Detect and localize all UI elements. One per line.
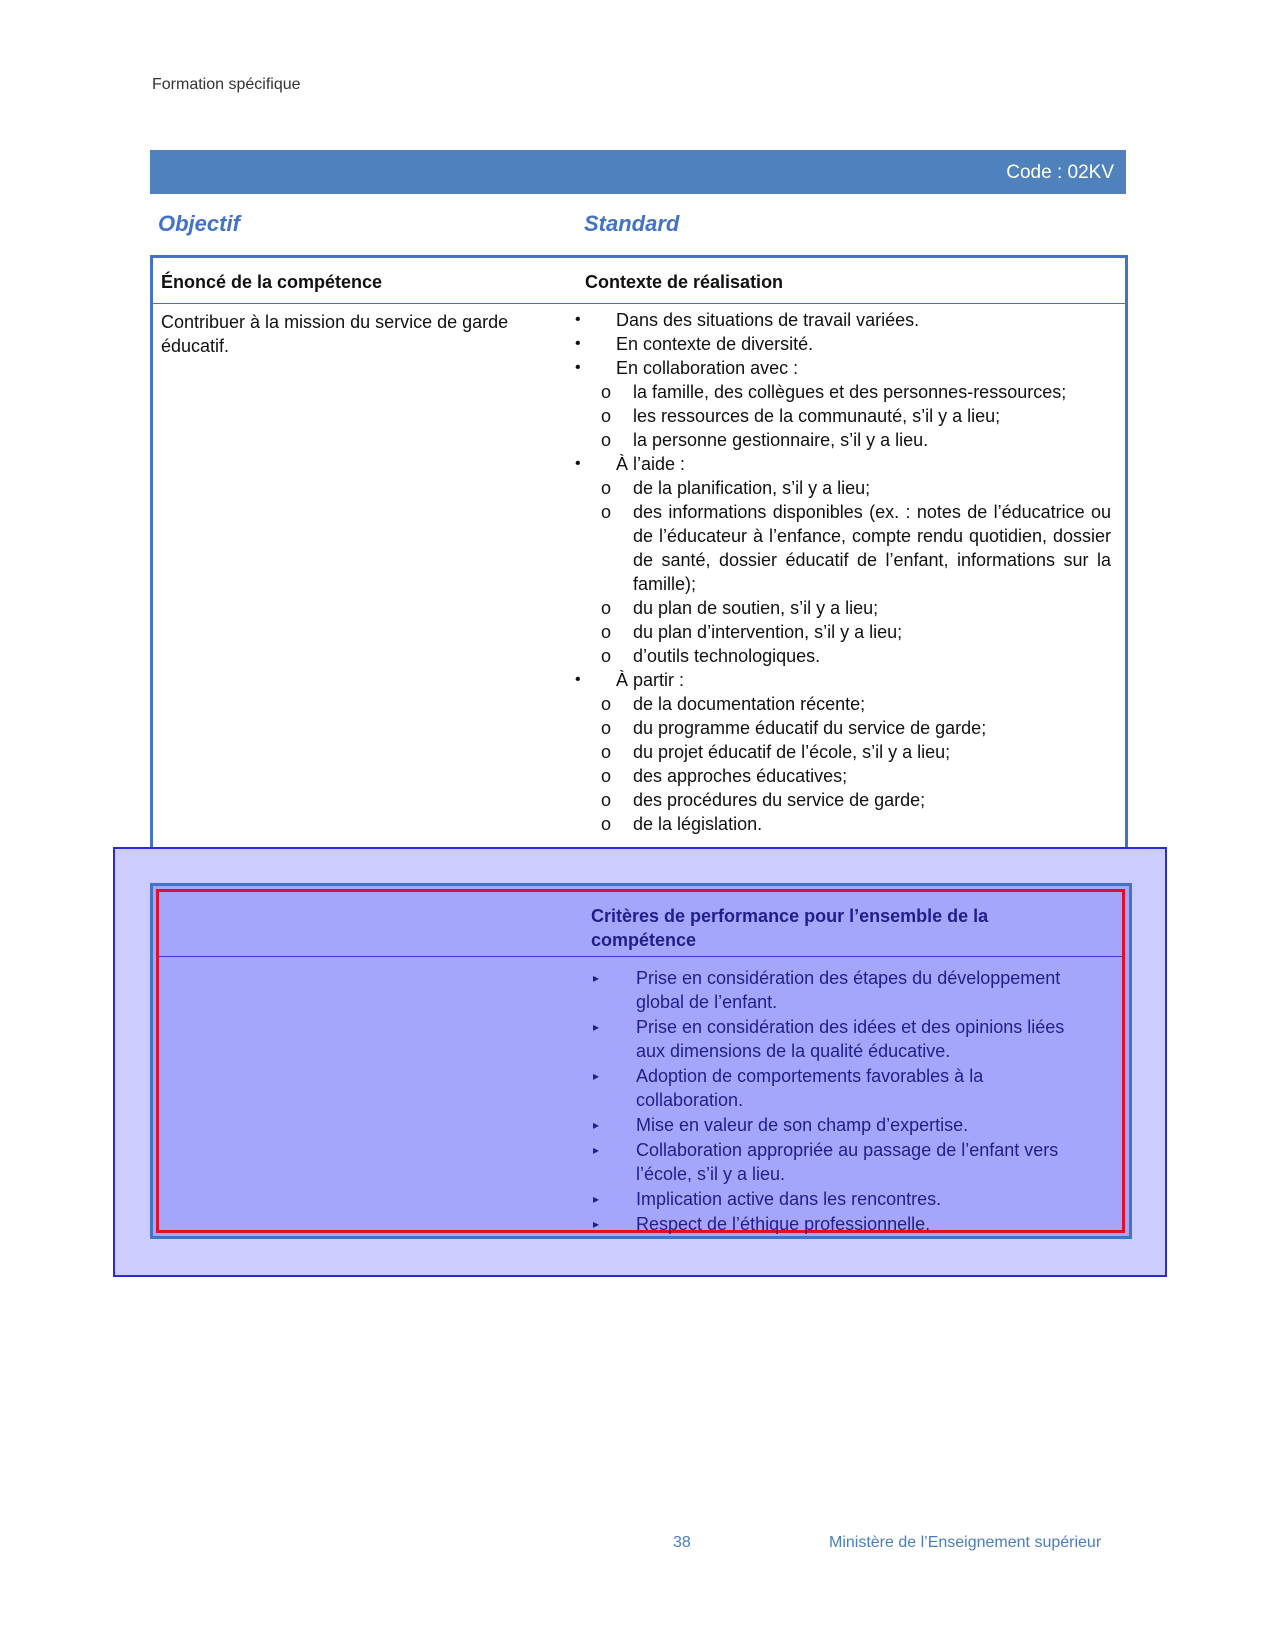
criteria-item: [591, 1113, 1091, 1137]
criteria-highlight-frame: [156, 889, 1125, 1233]
criteria-item-text: Collaboration appropriée au passage de l’enfant vers l’école, s’il y a lieu.: [636, 1140, 1059, 1184]
bullet-icon: •: [575, 359, 581, 376]
arrow-bullet-icon: ▸: [593, 1118, 600, 1132]
criteria-list: [591, 966, 1091, 1237]
context-item-text: À l’aide :: [616, 454, 686, 474]
context-item: [571, 716, 1111, 740]
bullet-icon: •: [575, 671, 581, 688]
context-item-text: la famille, des collègues et des personnes-ressources;: [633, 382, 1067, 402]
circle-bullet-icon: o: [601, 598, 612, 618]
criteria-item-text: Prise en considération des étapes du développement global de l’enfant.: [636, 968, 1061, 1012]
circle-bullet-icon: o: [601, 502, 612, 522]
context-item-text: du programme éducatif du service de garde;: [633, 718, 987, 738]
context-item-text: des approches éducatives;: [633, 766, 848, 786]
standard-table: [150, 255, 1128, 871]
criteria-item: [591, 1212, 1091, 1236]
context-item: [571, 332, 1111, 356]
arrow-bullet-icon: ▸: [593, 1217, 600, 1231]
context-item: [571, 740, 1111, 764]
context-item: [571, 356, 1111, 380]
program-code: Code : 02KV: [1006, 162, 1114, 183]
criteria-table: [150, 883, 1132, 1239]
context-item: [571, 788, 1111, 812]
context-item-text: En collaboration avec :: [616, 358, 799, 378]
arrow-bullet-icon: ▸: [593, 1192, 600, 1206]
code-bar: [150, 150, 1126, 194]
context-item-text: du projet éducatif de l’école, s’il y a lieu;: [633, 742, 951, 762]
criteria-item-text: Respect de l’éthique professionnelle.: [636, 1214, 931, 1234]
circle-bullet-icon: o: [601, 430, 612, 450]
circle-bullet-icon: o: [601, 478, 612, 498]
context-item: [571, 644, 1111, 668]
context-item: [571, 764, 1111, 788]
context-list: [571, 308, 1111, 836]
competence-statement: Contribuer à la mission du service de garde éducatif.: [161, 312, 509, 356]
section-label: Formation spécifique: [152, 76, 301, 93]
arrow-bullet-icon: ▸: [593, 1020, 600, 1034]
context-item: [571, 596, 1111, 620]
ministry-name: Ministère de l’Enseignement supérieur: [829, 1534, 1102, 1551]
criteria-item: [591, 1187, 1091, 1211]
context-item-text: des procédures du service de garde;: [633, 790, 926, 810]
context-item-text: du plan de soutien, s’il y a lieu;: [633, 598, 879, 618]
circle-bullet-icon: o: [601, 406, 612, 426]
circle-bullet-icon: o: [601, 742, 612, 762]
bullet-icon: •: [575, 455, 581, 472]
criteria-item-text: Prise en considération des idées et des opinions liées aux dimensions de la qualité éducative.: [636, 1017, 1065, 1061]
context-item-text: Dans des situations de travail variées.: [616, 310, 920, 330]
context-item: [571, 428, 1111, 452]
context-header: Contexte de réalisation: [585, 272, 784, 292]
standard-heading: Standard: [584, 211, 680, 236]
context-item-text: de la documentation récente;: [633, 694, 866, 714]
criteria-item-text: Adoption de comportements favorables à la collaboration.: [636, 1066, 984, 1110]
criteria-item: [591, 966, 1091, 1014]
context-item-text: les ressources de la communauté, s’il y a lieu;: [633, 406, 1001, 426]
table-header-row: [153, 258, 1125, 304]
arrow-bullet-icon: ▸: [593, 971, 600, 985]
context-item-text: de la planification, s’il y a lieu;: [633, 478, 871, 498]
circle-bullet-icon: o: [601, 790, 612, 810]
context-item: [571, 380, 1111, 404]
criteria-title: Critères de performance pour l’ensemble de la compétence: [591, 906, 989, 950]
bullet-icon: •: [575, 335, 581, 352]
context-item-text: À partir :: [616, 670, 685, 690]
context-item: [571, 308, 1111, 332]
context-item: [571, 620, 1111, 644]
context-item-text: des informations disponibles (ex. : notes de l’éducatrice ou de l’éducateur à l’enfance, compte rendu quotidien, dossier de santé, dossier éducatif de l’enfant, informations sur la famille);: [633, 502, 1111, 594]
circle-bullet-icon: o: [601, 814, 612, 834]
context-item: [571, 476, 1111, 500]
criteria-item: [591, 1138, 1091, 1186]
context-item-text: d’outils technologiques.: [633, 646, 821, 666]
competence-header: Énoncé de la compétence: [161, 272, 383, 292]
context-item: [571, 452, 1111, 476]
criteria-item: [591, 1015, 1091, 1063]
context-item: [571, 668, 1111, 692]
criteria-item-text: Implication active dans les rencontres.: [636, 1189, 942, 1209]
criteria-item-text: Mise en valeur de son champ d’expertise.: [636, 1115, 969, 1135]
context-item: [571, 500, 1111, 596]
page-number: 38: [673, 1534, 691, 1551]
criteria-item: [591, 1064, 1091, 1112]
circle-bullet-icon: o: [601, 646, 612, 666]
context-item-text: la personne gestionnaire, s’il y a lieu.: [633, 430, 929, 450]
context-item: [571, 812, 1111, 836]
bullet-icon: •: [575, 311, 581, 328]
criteria-header-row: [159, 892, 1122, 957]
context-item-text: du plan d’intervention, s’il y a lieu;: [633, 622, 903, 642]
arrow-bullet-icon: ▸: [593, 1069, 600, 1083]
context-item-text: de la législation.: [633, 814, 763, 834]
circle-bullet-icon: o: [601, 622, 612, 642]
circle-bullet-icon: o: [601, 382, 612, 402]
circle-bullet-icon: o: [601, 694, 612, 714]
context-item: [571, 404, 1111, 428]
circle-bullet-icon: o: [601, 718, 612, 738]
circle-bullet-icon: o: [601, 766, 612, 786]
arrow-bullet-icon: ▸: [593, 1143, 600, 1157]
objective-heading: Objectif: [158, 211, 240, 236]
context-item: [571, 692, 1111, 716]
context-item-text: En contexte de diversité.: [616, 334, 814, 354]
